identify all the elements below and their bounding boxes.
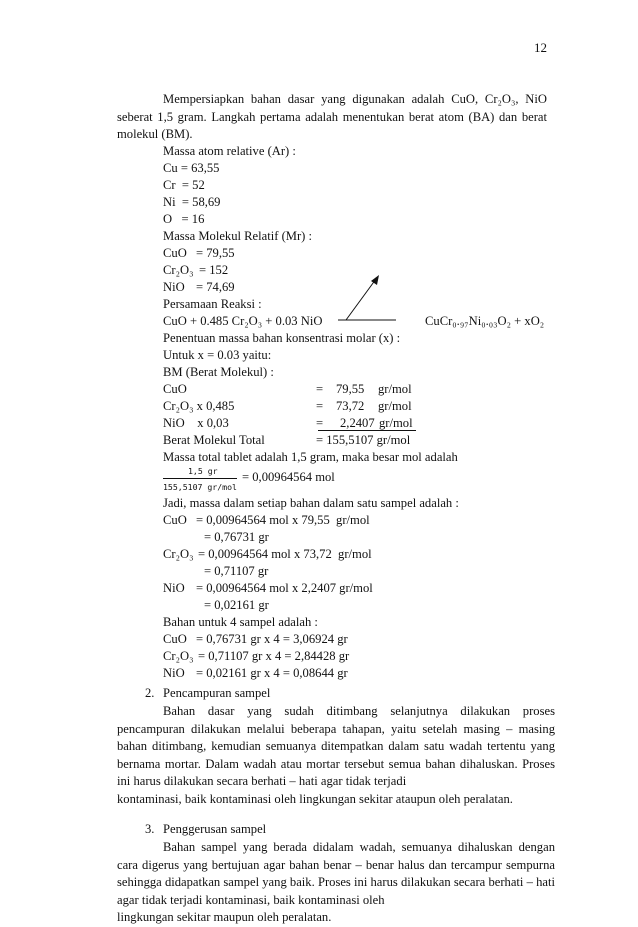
ar-row-ni: Ni = 58,69	[163, 195, 221, 209]
section-number: 3.	[145, 822, 155, 836]
intro-line-3: molekul (BM).	[117, 127, 193, 141]
mr-value-cr2o3: = 152	[199, 263, 229, 277]
four-samples-calc: = 0,71107 gr x 4 = 2,84428 gr	[198, 649, 350, 663]
bm-row-eq: =	[316, 382, 324, 396]
intro-line-2: seberat 1,5 gram. Langkah pertama adalah menentukan berat atom (BA) dan berat	[117, 110, 547, 124]
section-number: 2.	[145, 686, 155, 700]
bm-row-unit: gr/mol	[378, 382, 412, 396]
bm-row-value: 79,55	[336, 382, 365, 396]
mol-intro: Massa total tablet adalah 1,5 gram, maka besar mol adalah	[163, 450, 458, 464]
four-samples-name: Cr₂O₃	[163, 649, 194, 663]
mol-denominator: 155,5107 gr/mol	[163, 482, 237, 492]
section-title: Pencampuran sampel	[163, 686, 271, 700]
intro-line-1: Mempersiapkan bahan dasar yang digunakan adalah CuO, Cr₂O₃, NiO	[163, 92, 547, 106]
fraction-bar	[163, 478, 237, 479]
mass-det-line-1: Penentuan massa bahan konsentrasi molar (x) :	[163, 331, 401, 345]
bm-row-value: 73,72	[336, 399, 365, 413]
bm-row-name: CuO	[163, 382, 187, 396]
ar-row-o: O = 16	[163, 212, 205, 226]
reaction-arrow	[338, 274, 410, 324]
per-sample-name: CuO	[163, 513, 187, 527]
reaction-left: CuO + 0.485 Cr₂O₃ + 0.03 NiO	[163, 314, 323, 328]
per-sample-calc: = 0,00964564 mol x 73,72 gr/mol	[198, 547, 372, 561]
page-number: 12	[534, 40, 547, 55]
section-3-last-line: lingkungan sekitar maupun oleh peralatan.	[117, 910, 332, 925]
per-sample-result: = 0,71107 gr	[204, 564, 269, 578]
mr-name-nio: NiO	[163, 280, 185, 294]
per-sample-calc: = 0,00964564 mol x 2,2407 gr/mol	[196, 581, 373, 595]
reaction-right: CuCr₀.₉₇Ni₀.₀₃O₂ + xO₂	[425, 314, 545, 328]
bm-row-unit: gr/mol	[378, 399, 412, 413]
bm-row-eq: =	[316, 416, 324, 430]
ar-row-cu: Cu = 63,55	[163, 161, 220, 175]
mr-name-cr2o3: Cr₂O₃	[163, 263, 194, 277]
ar-row-cr: Cr = 52	[163, 178, 205, 192]
mol-numerator: 1,5 gr	[188, 466, 218, 476]
section-2-last-line: kontaminasi, baik kontaminasi oleh lingkungan sekitar ataupun oleh peralatan.	[117, 791, 513, 806]
section-3-text: Bahan sampel yang berada didalam wadah, semuanya dihaluskan dengan cara digerus yang bertujuan agar bahan benar – benar halus dan tercampur sempurna sehingga didapatkan sampel yang baik. Proses ini harus dilakukan secara berhati – hati agar tidak terjadi kontaminasi, baik kontaminasi oleh	[117, 840, 555, 907]
bm-heading: BM (Berat Molekul) :	[163, 365, 274, 379]
four-samples-name: NiO	[163, 666, 185, 680]
mol-result: = 0,00964564 mol	[242, 470, 335, 484]
section-2-paragraph	[117, 703, 555, 809]
bm-row-value: 2,2407	[340, 416, 375, 430]
bm-row-eq: =	[316, 399, 324, 413]
mr-heading: Massa Molekul Relatif (Mr) :	[163, 229, 312, 243]
per-sample-result: = 0,02161 gr	[204, 598, 269, 612]
section-3-paragraph	[117, 839, 555, 927]
four-samples-heading: Bahan untuk 4 sampel adalah :	[163, 615, 318, 629]
section-2-text: Bahan dasar yang sudah ditimbang selanjutnya dilakukan proses pencampuran dilakukan melalui beberapa tahapan, yaitu setelah masing – masing bahan ditimbang, kemudian semuanya ditempatkan dalam satu wadah tertentu yang bernama mortar. Dalam wadah atau mortar tersebut semua bahan dihaluskan. Proses ini harus dilakukan secara berhati – hati agar tidak terjadi	[117, 704, 555, 789]
reaction-heading: Persamaan Reaksi :	[163, 297, 262, 311]
sum-rule	[318, 430, 416, 431]
per-sample-name: Cr₂O₃	[163, 547, 194, 561]
section-title: Penggerusan sampel	[163, 822, 267, 836]
bm-row-name: Cr₂O₃ x 0,485	[163, 399, 235, 413]
mr-value-nio: = 74,69	[196, 280, 235, 294]
bm-total-value: = 155,5107 gr/mol	[316, 433, 411, 447]
ar-heading: Massa atom relative (Ar) :	[163, 144, 296, 158]
mr-value-cuo: = 79,55	[196, 246, 235, 260]
bm-total-label: Berat Molekul Total	[163, 433, 265, 447]
mass-det-line-2: Untuk x = 0.03 yaitu:	[163, 348, 272, 362]
per-sample-name: NiO	[163, 581, 185, 595]
per-sample-heading: Jadi, massa dalam setiap bahan dalam satu sampel adalah :	[163, 496, 459, 510]
four-samples-name: CuO	[163, 632, 187, 646]
bm-row-name: NiO x 0,03	[163, 416, 229, 430]
mr-name-cuo: CuO	[163, 246, 187, 260]
four-samples-calc: = 0,76731 gr x 4 = 3,06924 gr	[196, 632, 348, 646]
four-samples-calc: = 0,02161 gr x 4 = 0,08644 gr	[196, 666, 348, 680]
bm-row-unit: gr/mol	[379, 416, 413, 430]
per-sample-calc: = 0,00964564 mol x 79,55 gr/mol	[196, 513, 370, 527]
per-sample-result: = 0,76731 gr	[204, 530, 269, 544]
